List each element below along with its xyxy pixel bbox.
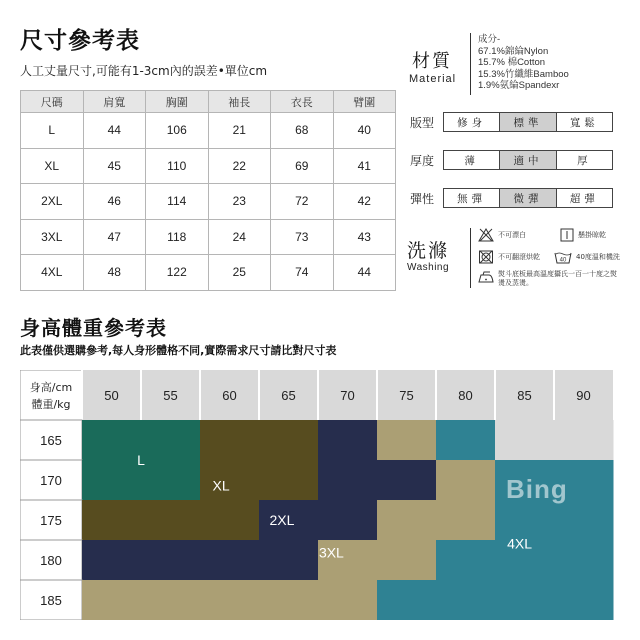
size-region-cell (318, 460, 378, 501)
material-composition (478, 34, 569, 92)
size-region-cell (554, 580, 614, 620)
table-row (21, 219, 396, 255)
height-header: 185 (40, 593, 62, 608)
attribute-scale (443, 112, 613, 132)
size-region-cell (200, 540, 260, 581)
size-chart-header-cell: 尺碼 (21, 91, 84, 113)
size-chart-header-row (21, 91, 396, 113)
size-region-label: 4XL (507, 535, 533, 552)
size-region-cell (436, 580, 496, 620)
size-region-cell (436, 460, 496, 501)
size-region-cell (141, 540, 201, 581)
size-region-label: XL (212, 477, 230, 494)
size-region-cell (377, 420, 437, 461)
table-cell: 41 (333, 148, 396, 184)
size-region-cell (318, 580, 378, 620)
size-region-cell (554, 500, 614, 541)
washing-divider (470, 228, 471, 288)
weight-header: 50 (104, 388, 119, 403)
size-region-cell (259, 580, 319, 620)
height-header: 175 (40, 513, 62, 528)
size-chart-subtitle: 人工丈量尺寸,可能有1-3cm內的誤差•單位cm (20, 64, 268, 78)
attribute-option: 厚 (577, 154, 592, 167)
material-line: 67.1%錦綸Nylon (478, 45, 549, 57)
size-region-cell (200, 460, 260, 501)
size-region-cell (436, 540, 496, 581)
material-label-en: Material (409, 73, 457, 85)
attribute-option-selected: 適中 (500, 151, 556, 169)
size-region-label: 3XL (318, 544, 344, 561)
attribute-scale (443, 188, 613, 208)
size-chart-title: 尺寸參考表 (20, 28, 140, 54)
size-region-cell (259, 420, 319, 461)
size-chart-header-cell: 胸圍 (146, 91, 209, 113)
attribute-option: 無彈 (444, 189, 500, 207)
weight-header: 65 (281, 388, 296, 403)
weight-header: 80 (458, 388, 473, 403)
attribute-label: 版型 (410, 116, 435, 130)
wash-instruction-text: 熨斗底板最高溫度攝氏一百一十度之熨燙及蒸燙。 (498, 270, 617, 287)
size-region-cell (82, 580, 142, 620)
size-region-cell (495, 420, 555, 461)
size-region-cell (200, 580, 260, 620)
iron-icon (478, 270, 494, 284)
size-region-cell (82, 420, 142, 461)
size-region-cell (141, 420, 201, 461)
table-cell: 122 (146, 255, 209, 291)
size-region-cell (259, 540, 319, 581)
size-region-cell (377, 580, 437, 620)
washing-label-en: Washing (407, 262, 450, 273)
corner-label-height: 身高/cm (29, 381, 73, 394)
table-cell: 25 (208, 255, 271, 291)
size-region-cell (318, 420, 378, 461)
weight-header: 85 (517, 388, 532, 403)
table-cell: 74 (271, 255, 334, 291)
table-cell: 68 (271, 113, 334, 149)
wash-instruction-text: 40度溫和機洗 (576, 253, 620, 261)
table-cell: 45 (83, 148, 146, 184)
table-cell: 47 (83, 219, 146, 255)
attribute-label: 彈性 (410, 192, 435, 206)
size-chart-header-cell: 臂圍 (333, 91, 396, 113)
size-region-cell (554, 540, 614, 581)
hang-dry-icon (560, 228, 574, 242)
table-cell: 72 (271, 184, 334, 220)
height-weight-title: 身高體重參考表 (20, 316, 167, 340)
attribute-option: 超彈 (569, 192, 599, 205)
height-header: 165 (40, 433, 62, 448)
size-chart-header-cell: 衣長 (271, 91, 334, 113)
weight-header: 75 (399, 388, 414, 403)
size-region-cell (554, 420, 614, 461)
size-region-cell (377, 460, 437, 501)
material-line: 15.7% 棉Cotton (478, 57, 546, 69)
wash-instruction (554, 250, 620, 264)
size-region-cell (141, 580, 201, 620)
size-region-cell (259, 460, 319, 501)
size-region-cell (318, 500, 378, 541)
height-header: 180 (40, 553, 62, 568)
table-cell: 73 (271, 219, 334, 255)
size-chart-table (20, 90, 396, 291)
table-cell: 44 (333, 255, 396, 291)
corner-label-weight: 體重/kg (31, 398, 71, 411)
washing-label: 洗滌 (407, 240, 450, 262)
wash-instruction (560, 228, 606, 242)
no-tumble-dry-icon (478, 250, 494, 264)
size-region-cell (82, 540, 142, 581)
no-bleach-icon (478, 228, 494, 242)
wash-instruction-text: 不可漂白 (498, 231, 526, 239)
wash-40-icon (554, 250, 572, 264)
size-region-cell (377, 500, 437, 541)
table-cell: 40 (333, 113, 396, 149)
table-cell: 43 (333, 219, 396, 255)
weight-header: 90 (576, 388, 591, 403)
attribute-label: 厚度 (410, 154, 435, 168)
table-cell: 110 (146, 148, 209, 184)
table-cell: 23 (208, 184, 271, 220)
wash-instruction-text: 懸掛晾乾 (578, 231, 606, 239)
size-region-cell (377, 540, 437, 581)
table-cell: 4XL (21, 255, 84, 291)
size-region-cell (82, 500, 142, 541)
weight-header: 55 (163, 388, 178, 403)
material-label: 材質 (412, 51, 452, 72)
material-line: 15.3%竹纖維Bamboo (478, 68, 569, 80)
table-cell: L (21, 113, 84, 149)
table-cell: 42 (333, 184, 396, 220)
size-region-cell (200, 420, 260, 461)
table-cell: 21 (208, 113, 271, 149)
size-region-cell (82, 460, 142, 501)
size-region-label: 2XL (269, 512, 295, 528)
wash-instruction (478, 270, 618, 288)
size-region-cell (495, 580, 555, 620)
size-chart-body (21, 113, 396, 291)
weight-header: 70 (340, 388, 355, 403)
wash-instruction-text: 不可翻滾烘乾 (498, 253, 540, 261)
table-cell: 48 (83, 255, 146, 291)
table-cell: 69 (271, 148, 334, 184)
size-region-cell (436, 500, 496, 541)
attribute-option: 修身 (444, 113, 500, 131)
table-row (21, 113, 396, 149)
attribute-scale (443, 150, 613, 170)
weight-header: 60 (222, 388, 237, 403)
table-cell: XL (21, 148, 84, 184)
material-bracket (470, 33, 478, 95)
table-row (21, 184, 396, 220)
attribute-option-selected: 微彈 (500, 189, 556, 207)
material-line: 1.9%氨綸Spandexr (478, 80, 560, 92)
table-cell: 106 (146, 113, 209, 149)
size-region-label: L (137, 452, 145, 468)
table-row (21, 255, 396, 291)
size-region-cell (436, 420, 496, 461)
table-cell: 2XL (21, 184, 84, 220)
table-cell: 46 (83, 184, 146, 220)
size-chart-header-cell: 肩寬 (83, 91, 146, 113)
table-cell: 3XL (21, 219, 84, 255)
grid-corner-cell (20, 370, 82, 420)
attribute-option-selected: 標準 (500, 113, 556, 131)
table-cell: 44 (83, 113, 146, 149)
wash-instruction (478, 228, 526, 242)
table-cell: 24 (208, 219, 271, 255)
table-cell: 114 (146, 184, 209, 220)
size-region-cell (141, 500, 201, 541)
watermark: Bing (506, 474, 568, 504)
wash-temp-label: 40 (559, 257, 567, 264)
material-line: 成分- (478, 34, 501, 45)
height-header: 170 (40, 473, 62, 488)
table-cell: 22 (208, 148, 271, 184)
size-region-cell (141, 460, 201, 501)
size-chart-header-cell: 袖長 (208, 91, 271, 113)
height-weight-subtitle: 此表僅供選購參考,每人身形體格不同,實際需求尺寸請比對尺寸表 (20, 344, 337, 357)
table-row (21, 148, 396, 184)
wash-instruction (478, 250, 540, 264)
table-cell: 118 (146, 219, 209, 255)
size-region-cell (200, 500, 260, 541)
attribute-option: 薄 (444, 151, 500, 169)
attribute-option: 寬鬆 (569, 116, 599, 129)
